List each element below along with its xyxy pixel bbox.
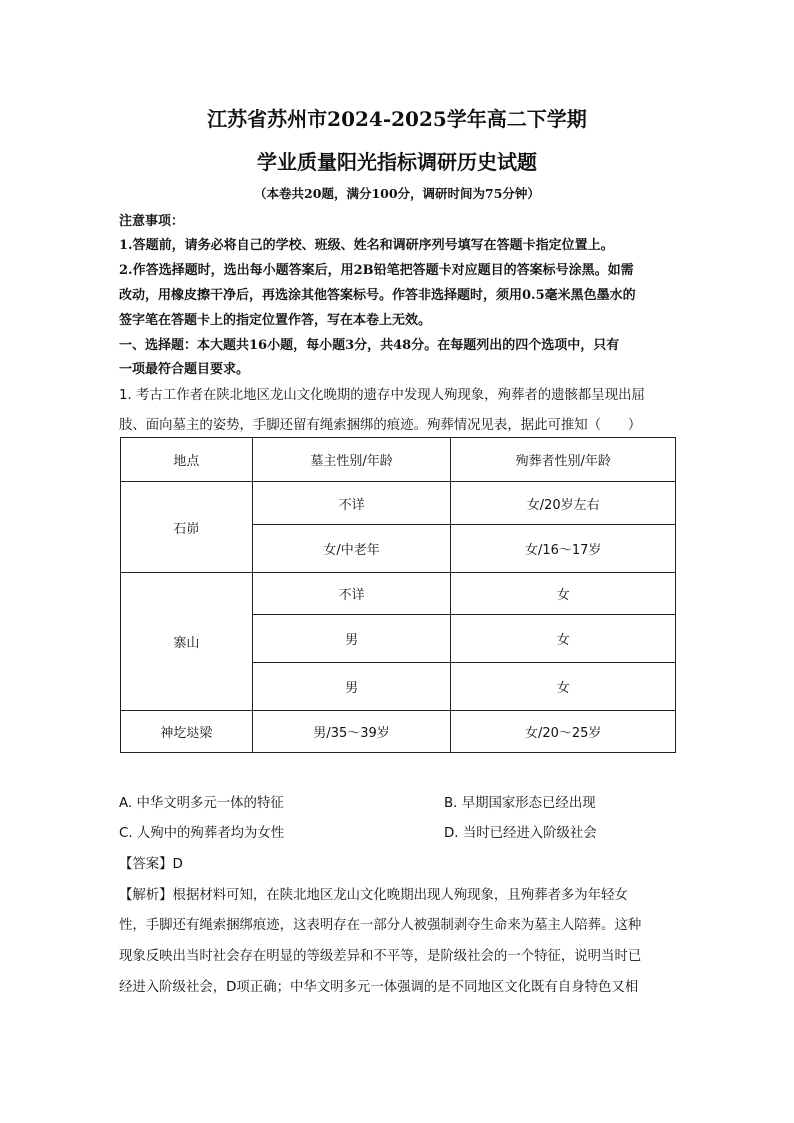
table-cell: 女/中老年 [252,525,451,573]
table-cell: 女/16～17岁 [451,525,676,573]
table-row [121,711,676,753]
table-row [121,482,676,525]
table-cell: 女 [451,663,676,711]
option-d: D. 当时已经进入阶级社会 [444,826,597,841]
notes-item-2-line2: 改动，用橡皮擦干净后，再选涂其他答案标号。作答非选择题时，须用0.5毫米黑色墨水的 [119,288,636,303]
site-cell: 神圪垯梁 [121,711,253,753]
table-cell: 不详 [252,573,451,615]
table-header-cell: 殉葬者性别/年龄 [451,438,676,482]
table-cell: 女/20岁左右 [451,482,676,525]
option-b: B. 早期国家形态已经出现 [444,796,596,811]
notes-item-2-line1: 2.作答选择题时，选出每小题答案后，用2B铅笔把答题卡对应题目的答案标号涂黑。如需 [119,263,634,278]
exam-title-line1: 江苏省苏州市2024-2025学年高二下学期 [207,107,587,131]
site-cell: 寨山 [121,573,253,711]
table-header-cell: 墓主性别/年龄 [252,438,451,482]
table-cell: 女/20～25岁 [451,711,676,753]
question-1-stem-line2: 肢、面向墓主的姿势，手脚还留有绳索捆绑的痕迹。殉葬情况见表，据此可推知（ ） [119,418,642,433]
exam-info: （本卷共20题，满分100分，调研时间为75分钟） [254,186,540,201]
table-cell: 女 [451,615,676,663]
answer-line: 【答案】D [119,857,183,872]
option-a: A. 中华文明多元一体的特征 [119,796,284,811]
table-header-cell: 地点 [121,438,253,482]
notes-item-1: 1.答题前，请务必将自己的学校、班级、姓名和调研序列号填写在答题卡指定位置上。 [119,238,614,253]
table-cell: 不详 [252,482,451,525]
question-1-stem-line1: 1. 考古工作者在陕北地区龙山文化晚期的遗存中发现人殉现象，殉葬者的遗骸都呈现出屈 [119,388,645,403]
burial-table [120,437,676,753]
notes-heading: 注意事项： [119,214,185,229]
analysis-line2: 性，手脚还有绳索捆绑痕迹，这表明存在一部分人被强制剥夺生命来为墓主人陪葬。这种 [119,918,642,933]
table-header-row [121,438,676,482]
table-cell: 女 [451,573,676,615]
table-cell: 男 [252,663,451,711]
notes-item-2-line3: 签字笔在答题卡上的指定位置作答，写在本卷上无效。 [119,313,432,328]
section-instructions-line1: 一、选择题：本大题共16小题，每小题3分，共48分。在每题列出的四个选项中，只有 [119,338,620,353]
site-cell: 石峁 [121,482,253,573]
analysis-line4: 经进入阶级社会，D项正确；中华文明多元一体强调的是不同地区文化既有自身特色又相 [119,980,639,995]
analysis-line3: 现象反映出当时社会存在明显的等级差异和不平等，是阶级社会的一个特征，说明当时已 [119,949,642,964]
table-cell: 男/35～39岁 [252,711,451,753]
section-instructions-line2: 一项最符合题目要求。 [119,362,250,377]
table-cell: 男 [252,615,451,663]
option-c: C. 人殉中的殉葬者均为女性 [119,826,285,841]
analysis-line1: 【解析】根据材料可知，在陕北地区龙山文化晚期出现人殉现象，且殉葬者多为年轻女 [119,888,628,903]
table-row [121,573,676,615]
exam-title-line2: 学业质量阳光指标调研历史试题 [257,150,537,174]
